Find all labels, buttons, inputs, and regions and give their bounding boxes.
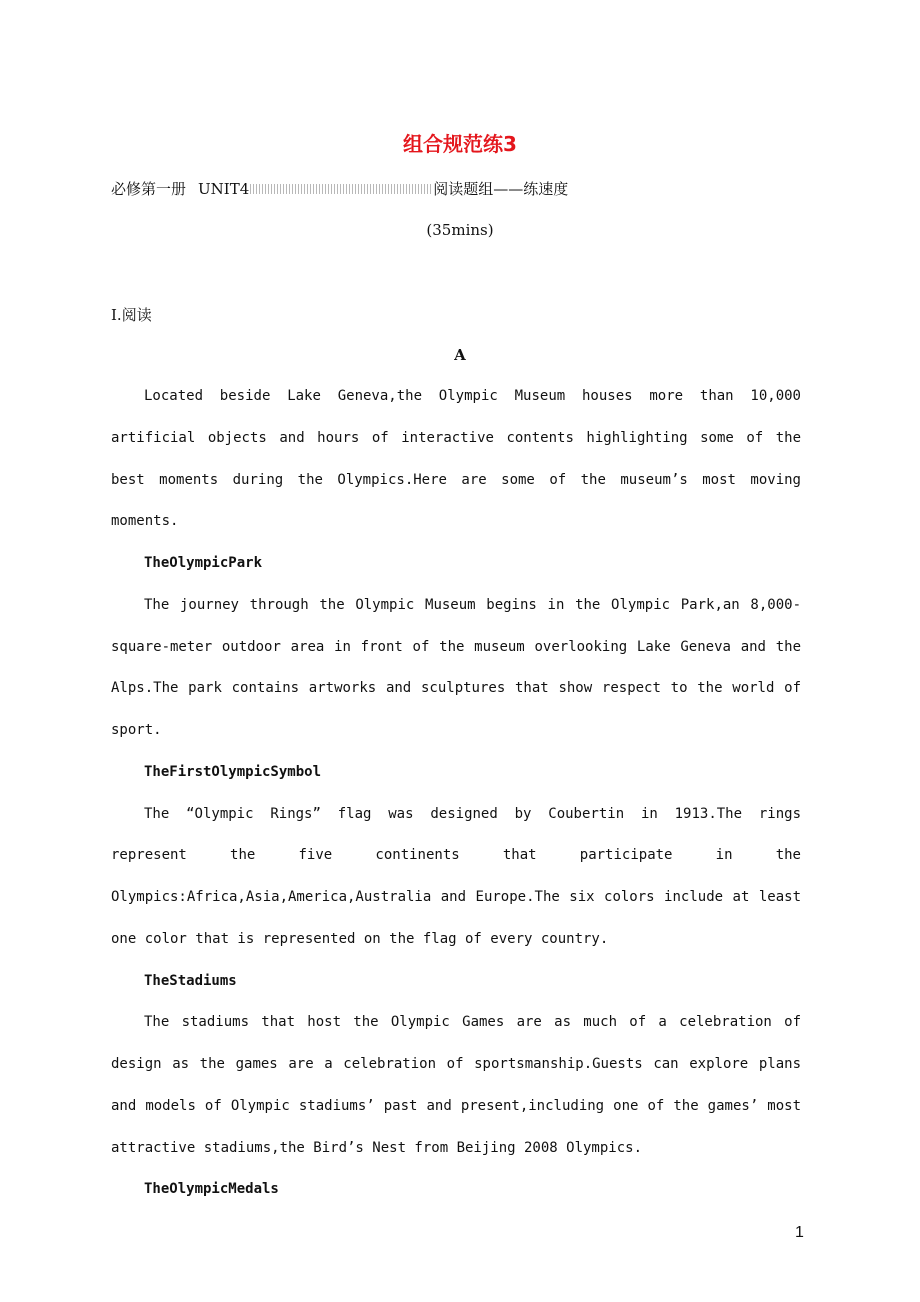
section-heading: TheOlympicPark <box>144 555 263 571</box>
section-heading: TheFirstOlympicSymbol <box>144 763 322 780</box>
section-heading: TheOlympicMedals <box>144 1181 279 1198</box>
page-title: 组合规范练3 <box>403 132 517 156</box>
unit-label: UNIT4 <box>198 179 250 198</box>
section-paragraph: The stadiums that host the Olympic Games are as much of a celebration of design as the games are a celebration of sportsmanship.Guests can explore plans and models of Olympic stadiums’ past and present,including one of the games’ most attractive stadiums,the Bird’s Nest from Beijing 2008 Olympics. <box>111 1014 801 1156</box>
passage-intro: Located beside Lake Geneva,the Olympic Museum houses more than 10,000 artificial objects and hours of interactive contents highlighting some of the best moments during the Olympics.Here are some of the museum’s most moving moments. <box>111 388 801 530</box>
section-heading: TheStadiums <box>144 972 237 989</box>
section-paragraph: The journey through the Olympic Museum begins in the Olympic Park,an 8,000-square-meter outdoor area in front of the museum overlooking Lake Geneva and the Alps.The park contains artworks and sculptures that show respect to the world of sport. <box>111 596 801 738</box>
duration-label: (35mins) <box>426 221 494 239</box>
section-label: Ⅰ.阅读 <box>111 306 152 324</box>
passage-label: A <box>454 346 466 364</box>
page-number: 1 <box>795 1224 804 1241</box>
passage-body <box>111 376 801 1211</box>
section-paragraph: The “Olympic Rings” flag was designed by Coubertin in 1913.The rings represent the five continents that participate in the Olympics:Africa,Asia,America,Australia and Europe.The six colors include at least one color that is represented on the flag of every country. <box>111 805 801 947</box>
book-label: 必修第一册 <box>111 180 187 198</box>
task-label: 阅读题组——练速度 <box>433 180 569 198</box>
hatched-blank <box>250 184 432 194</box>
subtitle-line <box>111 178 568 199</box>
